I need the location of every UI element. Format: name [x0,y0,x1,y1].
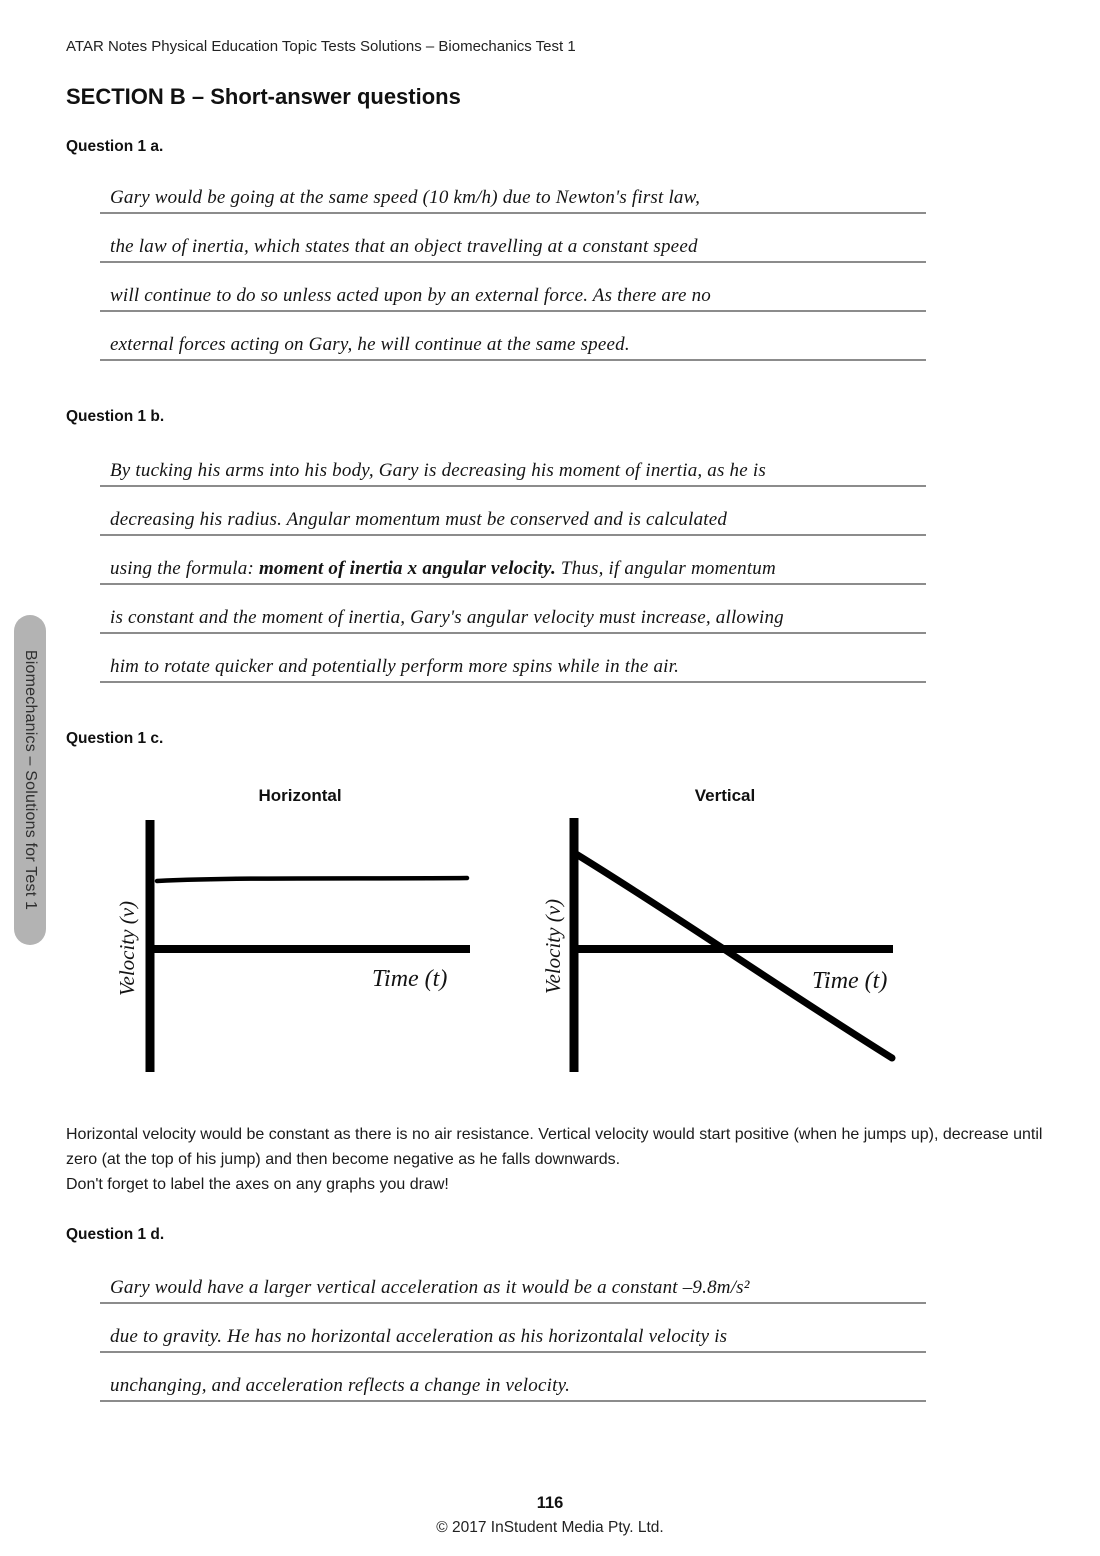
sidebar-tab-biomechanics [14,615,46,945]
handwritten-text: him to rotate quicker and potentially perform more spins while in the air. [110,656,680,677]
question-1d-answer [100,1255,926,1402]
handwritten-text [110,558,776,580]
handwritten-text: By tucking his arms into his body, Gary is decreasing his moment of inertia, as he is [110,460,766,481]
answer-line [100,1353,926,1402]
section-heading: SECTION B – Short-answer questions [66,84,461,109]
handwritten-text: Gary would have a larger vertical acceleration as it would be a constant –9.8m/s² [110,1277,750,1298]
question-1c-label: Question 1 c. [66,730,164,747]
answer-line [100,1304,926,1353]
y-axis-label: Velocity (v) [541,898,565,994]
handwritten-text: due to gravity. He has no horizontal acceleration as his horizontalal velocity is [110,1326,728,1347]
answer-line [100,634,926,683]
question-1b-answer [100,438,926,683]
handwritten-text: external forces acting on Gary, he will continue at the same speed. [110,334,630,355]
answer-line [100,165,926,214]
horizontal-graph-title: Horizontal [258,786,342,805]
handwritten-text: is constant and the moment of inertia, Gary's angular velocity must increase, allowing [110,607,784,628]
question-1d-label: Question 1 d. [66,1226,165,1243]
handwritten-text: the law of inertia, which states that an object travelling at a constant speed [110,236,698,257]
answer-line [100,214,926,263]
x-axis-label: Time (t) [812,968,888,994]
running-header: ATAR Notes Physical Education Topic Tests Solutions – Biomechanics Test 1 [66,38,576,55]
answer-line [100,536,926,585]
horizontal-velocity-graph [100,806,490,1082]
question-1b-label: Question 1 b. [66,408,165,425]
copyright-notice: © 2017 InStudent Media Pty. Ltd. [436,1519,664,1536]
x-axis-label: Time (t) [372,966,448,992]
formula-bold: moment of inertia x angular velocity. [258,558,556,579]
question-1a-answer [100,165,926,361]
constant-velocity-line [157,878,467,881]
handwritten-text: will continue to do so unless acted upon by an external force. As there are no [110,285,711,306]
answer-line [100,312,926,361]
vertical-velocity-graph [530,806,950,1082]
answer-line [100,1255,926,1304]
formula-pre: using the formula: [110,558,259,579]
explanation-note: Don't forget to label the axes on any graphs you draw! [66,1176,449,1193]
decreasing-velocity-line [576,854,892,1058]
formula-post: Thus, if angular momentum [555,558,776,579]
sidebar-tab-label: Biomechanics – Solutions for Test 1 [22,649,39,911]
handwritten-text: Gary would be going at the same speed (10 km/h) due to Newton's first law, [110,187,701,208]
handwritten-text: unchanging, and acceleration reflects a change in velocity. [110,1375,571,1396]
handwritten-text: decreasing his radius. Angular momentum must be conserved and is calculated [110,509,728,530]
y-axis-label: Velocity (v) [115,900,139,996]
answer-line [100,487,926,536]
vertical-graph-title: Vertical [694,786,756,805]
answer-line [100,438,926,487]
explanation-text: Horizontal velocity would be constant as there is no air resistance. Vertical velocity would start positive (when he jumps up), decrease until zero (at the top of his jump) and then become negative as he falls downwards. [66,1126,1043,1168]
page-number: 116 [536,1494,564,1512]
answer-line [100,585,926,634]
question-1c-explanation [66,1122,1048,1197]
answer-line [100,263,926,312]
question-1a-label: Question 1 a. [66,138,164,155]
